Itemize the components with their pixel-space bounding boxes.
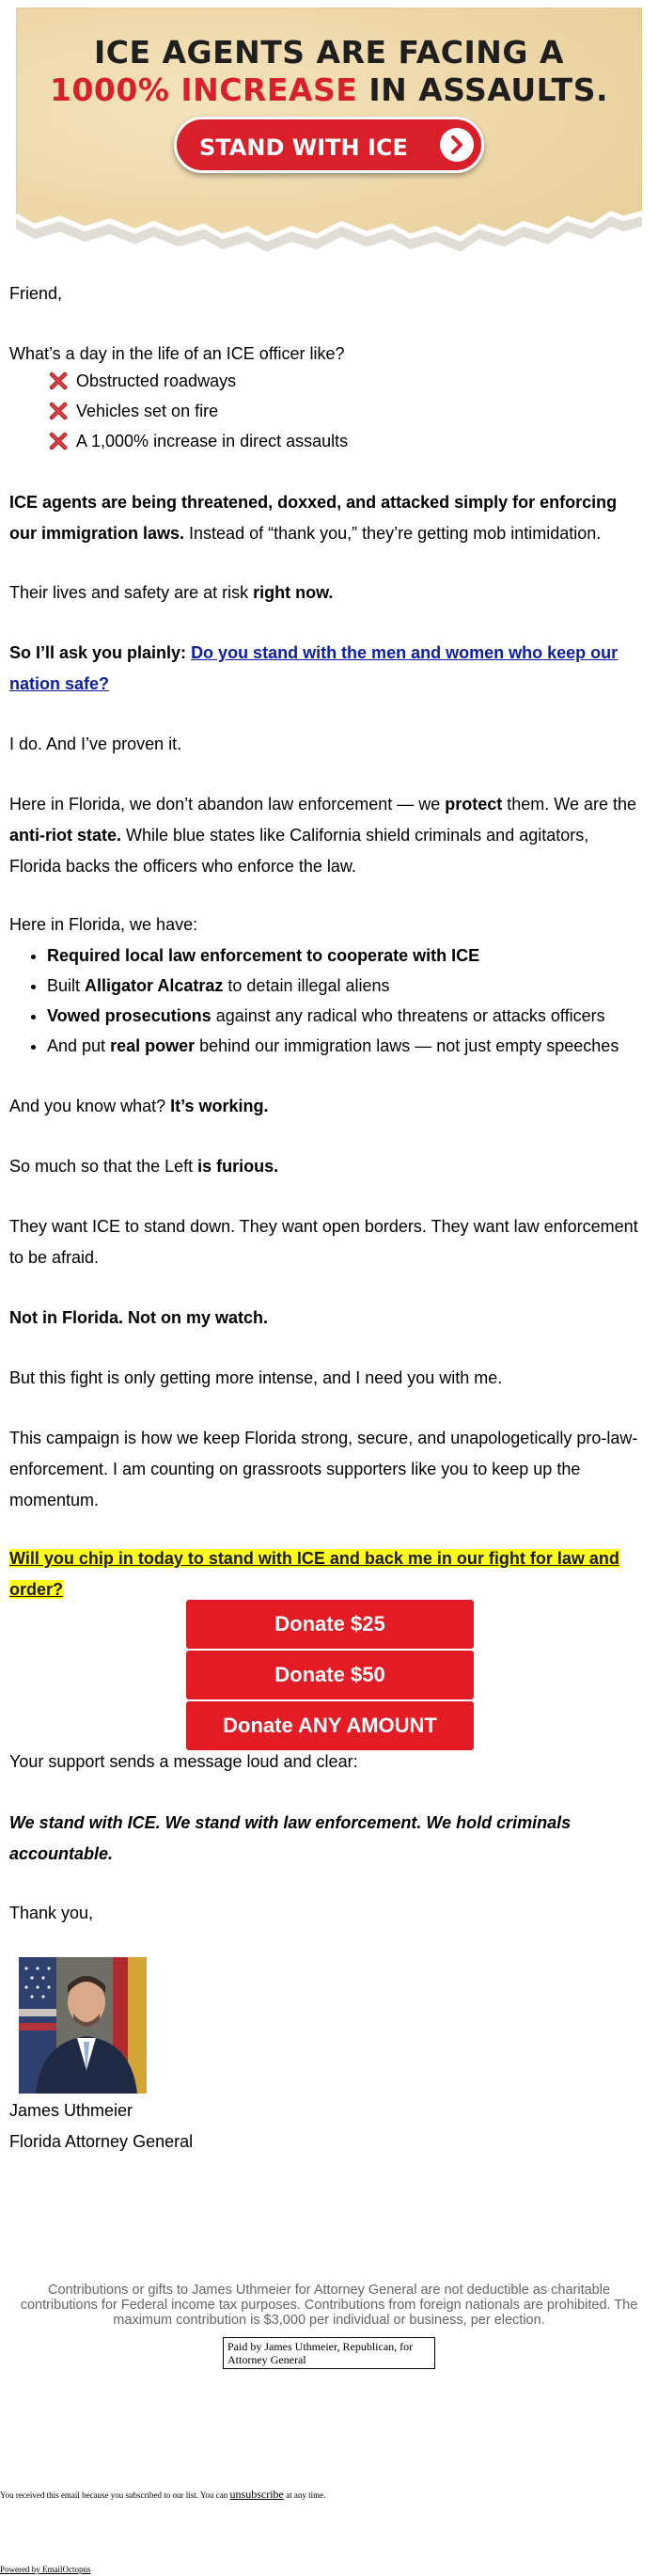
paragraph-proven: I do. And I’ve proven it. [9, 735, 182, 753]
text: Built [47, 976, 86, 995]
x-list [49, 366, 348, 456]
bold-text: Required local law enforcement to cooperate with ICE [47, 946, 480, 965]
text: at any time. [283, 2490, 326, 2500]
signer-title: Florida Attorney General [9, 2132, 194, 2151]
text: And put [47, 1036, 111, 1055]
bold-text: So I’ll ask you plainly: [9, 643, 192, 662]
powered-by-link[interactable]: Powered by EmailOctopus [0, 2565, 91, 2574]
text: And you know what? [9, 1097, 171, 1115]
intro-question: What’s a day in the life of an ICE officer like? [9, 344, 345, 363]
stand-with-link[interactable]: Do you stand with the men and women who keep our nation safe? [9, 643, 619, 693]
text: against any radical who threatens or attacks officers [211, 1006, 605, 1025]
list-item [47, 940, 658, 971]
text: While blue states like California shield criminals and agitators, Florida backs the officers who enforce the law. [9, 826, 589, 876]
signoff: Thank you, [9, 1904, 94, 1922]
donate-any-amount-button[interactable]: Donate ANY AMOUNT [186, 1701, 474, 1750]
greeting: Friend, [9, 284, 63, 303]
paragraph-ask [9, 638, 639, 700]
accomplishments-list [21, 940, 658, 1061]
subscription-note [0, 2489, 325, 2501]
text: Instead of “thank you,” they’re getting mob intimidation. [184, 524, 602, 543]
x-item-text: A 1,000% increase in direct assaults [76, 432, 349, 450]
text: You received this email because you subscribed to our list. You can [0, 2490, 230, 2500]
list-item [47, 1001, 658, 1031]
x-item-text: Obstructed roadways [76, 371, 237, 390]
chip-in-link[interactable]: Will you chip in today to stand with ICE and back me in our fight for law and order? [9, 1549, 619, 1599]
banner-headline-line2 [16, 71, 642, 108]
red-x-icon [49, 402, 68, 420]
list-item [49, 426, 348, 456]
paid-by-box: Paid by James Uthmeier, Republican, for Attorney General [223, 2337, 435, 2369]
donate-25-button[interactable]: Donate $25 [186, 1600, 474, 1649]
unsubscribe-link[interactable]: unsubscribe [229, 2488, 284, 2501]
x-item-text: Vehicles set on fire [76, 402, 219, 420]
highlight [9, 1549, 619, 1599]
bold-text: It’s working. [170, 1097, 269, 1115]
paragraph-we-stand: We stand with ICE. We stand with law enforcement. We hold criminals accountable. [9, 1813, 572, 1863]
text: So much so that the Left [9, 1157, 198, 1176]
paragraph-we-have: Here in Florida, we have: [9, 915, 198, 934]
banner-headline-rest: IN ASSAULTS. [357, 71, 608, 108]
list-item [47, 971, 658, 1001]
bold-text: Vowed prosecutions [47, 1006, 212, 1025]
paragraph-ice-threatened [9, 487, 639, 549]
paragraph-furious [9, 1151, 639, 1182]
bold-text: right now. [253, 583, 334, 602]
paragraph-not-in-florida: Not in Florida. Not on my watch. [9, 1308, 269, 1327]
header-banner[interactable] [16, 8, 642, 261]
paragraph-stand-down: They want ICE to stand down. They want open borders. They want law enforcement to be afraid. [9, 1217, 638, 1267]
paragraph-support: Your support sends a message loud and clear: [9, 1752, 358, 1771]
list-item [49, 366, 348, 396]
donate-50-button[interactable]: Donate $50 [186, 1651, 474, 1699]
paragraph-risk [9, 577, 639, 608]
bold-text: protect [445, 795, 503, 814]
chevron-right-icon [440, 128, 474, 162]
paragraph-chip-in [9, 1543, 639, 1605]
text: them. We are the [502, 795, 636, 814]
paragraph-campaign: This campaign is how we keep Florida strong, secure, and unapologetically pro-law-enforcement. I am counting on grassroots supporters like you to keep up the momentum. [9, 1429, 638, 1509]
contribution-disclaimer: Contributions or gifts to James Uthmeier for Attorney General are not deductible as charitable contributions for Federal income tax purposes. Contributions from foreign nationals are prohibited. The maximum contribution is $3,000 per individual or business, per election. [20, 2283, 638, 2328]
red-x-icon [49, 432, 68, 450]
banner-headline-line1: ICE AGENTS ARE FACING A [93, 34, 565, 71]
stand-with-ice-label: STAND WITH ICE [199, 134, 408, 161]
text: Their lives and safety are at risk [9, 583, 254, 602]
banner-headline-highlight: 1000% INCREASE [50, 71, 358, 108]
list-item [49, 396, 348, 426]
red-x-icon [49, 371, 68, 390]
paragraph-working [9, 1091, 639, 1122]
list-item [47, 1031, 658, 1061]
bold-text: anti-riot state. [9, 826, 122, 845]
bold-text: real power [110, 1036, 196, 1055]
bold-text: ICE agents are being threatened, doxxed, and attacked simply for enforcing our immigration laws. [9, 493, 618, 543]
bold-text: is furious. [197, 1157, 279, 1176]
text: behind our immigration laws — not just empty speeches [195, 1036, 619, 1055]
signer-portrait [19, 1957, 147, 2094]
paragraph-intense: But this fight is only getting more intense, and I need you with me. [9, 1368, 503, 1387]
signer-name: James Uthmeier [9, 2101, 133, 2120]
bold-text: Alligator Alcatraz [85, 976, 224, 995]
text: to detain illegal aliens [223, 976, 390, 995]
stand-with-ice-button[interactable] [174, 117, 484, 173]
paragraph-florida [9, 789, 639, 882]
text: Here in Florida, we don’t abandon law enforcement — we [9, 795, 446, 814]
